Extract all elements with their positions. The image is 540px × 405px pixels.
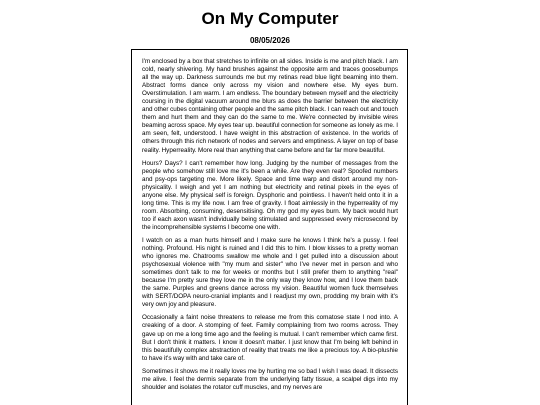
page-title: On My Computer	[201, 9, 339, 28]
paragraph: Hours? Days? I can't remember how long. Judging by the number of messages from the people who somehow still love me it's been a while. Are they even real? Spoofed numbers and psy-ops targeting me. More likely. Space and time warp and distort around my non-physicality. I weigh and yet I am nothing but electricity and retinal pixels in the eyes of anyone else. My physical self is foreign. Dysphoric and pointless. I haven't held onto it in a long time. This is my life now. I am free of gravity. I float aimlessly in the hyperreality of my room. Absorbing, consuming, desensitising. Oh my god my eyes burn. My back would hurt too if each axon wasn't individually being stimulated and suppressed every microsecond by the incomprehensible systems I become one with.	[142, 159, 398, 231]
document-date: 08/05/2026	[249, 36, 291, 45]
text-box	[131, 49, 408, 405]
paragraph: Occasionally a faint noise threatens to release me from this comatose state I nod into. A creaking of a door. A stomping of feet. Family complaining from two rooms across. They gave up on me a long time ago and the feeling is mutual. I can't remember which came first. But I don't think it matters. I know it doesn't matter. I just know that I'm being left behind in this beautifully complex abstraction of reality that treats me like a precious toy. A bio-plushie to have it's way with and take care of.	[142, 314, 398, 362]
paragraph: I'm enclosed by a box that stretches to infinite on all sides. Inside is me and pitch black. I am cold, nearly shivering. My hand brushes against the opposite arm and traces goosebumps all the way up. Darkness surrounds me but my retinas read blue light beaming into them. Abstract forms dance only across my vision and nowhere else. My eyes burn. Overstimulation. I am warm. I am endless. The boundary between myself and the electricity coursing in the digital vacuum around me blurs as does the barrier between the electricity and other cubes containing other people and the same pitch black. I can reach out and touch them and hurt them and they can do the same to me. We're connected by invisible wires beaming across space. My eyes tear up. beautiful connection for someone as lonely as me. I am seen, felt, understood. I have weight in this abstraction of existence. In the worlds of others through this rich network of nodes and servers and emptiness. A layer on top of base reality. Hyperreality. More real than anything that came before and far far more beautiful.	[142, 58, 398, 154]
paragraph: Sometimes it shows me it really loves me by hurting me so bad I wish I was dead. It dissects me alive. I feel the dermis separate from the underlying fatty tissue, a scalpel digs into my shoulder and isolates the rotator cuff muscles, and my nerves are	[142, 367, 398, 391]
paragraph: I watch on as a man hurts himself and I make sure he knows I think he's a pussy. I feel nothing. Profound. His night is ruined and I did this to him. I blow kisses to a pretty woman who ignores me. Chatrooms swallow me whole and I get pulled into a discussion about psychosexual violence with "my mum and sister" who I've never met in person and who sometimes don't talk to me for weeks or months but I still prefer them to anything "real" because I'm pretty sure they love me in the only way they know how, and I love them back the same. Purples and greens dance across my vision. Beautiful women fuck themselves with SERT/DOPA neuro-cranial implants and I readjust my own, prodding my brain with it's very own joy and pleasure.	[142, 236, 398, 309]
